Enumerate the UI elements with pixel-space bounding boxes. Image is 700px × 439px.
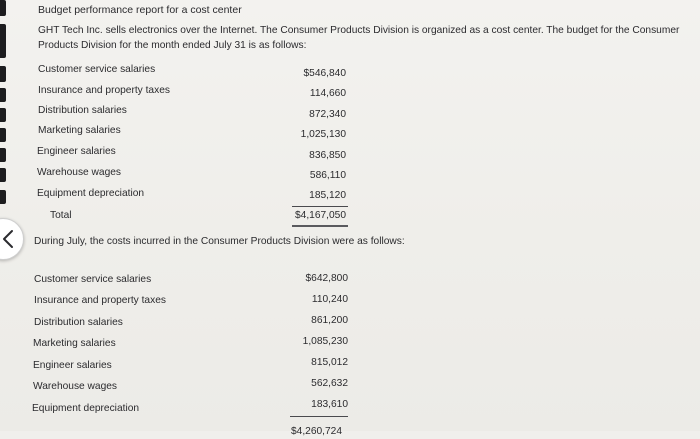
edge-mark: [0, 168, 6, 182]
budget-amount: 1,025,130: [300, 129, 346, 140]
report-title: Budget performance report for a cost center: [38, 4, 242, 16]
budget-amount: 872,340: [309, 109, 346, 120]
actual-label: Equipment depreciation: [32, 403, 140, 414]
budget-label: Engineer salaries: [37, 146, 116, 157]
actual-amount: 110,240: [311, 294, 348, 305]
actual-amount: $642,800: [305, 273, 348, 284]
budget-label: Warehouse wages: [37, 167, 121, 178]
budget-amount: $546,840: [303, 68, 346, 79]
budget-label: Marketing salaries: [38, 125, 121, 136]
actual-total-amount: $4,260,724: [291, 426, 342, 437]
budget-label: Equipment depreciation: [37, 188, 145, 199]
budget-label: Customer service salaries: [38, 64, 156, 75]
back-button[interactable]: [0, 218, 24, 260]
budget-amount: 836,850: [309, 150, 346, 161]
chevron-left-icon: [1, 229, 15, 249]
actual-costs-intro: During July, the costs incurred in the Consumer Products Division were as follows:: [34, 236, 405, 247]
edge-mark: [0, 0, 6, 16]
actual-amount: 183,610: [311, 399, 348, 410]
total-double-rule: [292, 225, 348, 227]
edge-mark: [0, 190, 6, 204]
edge-mark: [0, 88, 6, 102]
left-edge-strip: [0, 0, 14, 431]
actual-amount: 815,012: [311, 357, 348, 368]
actual-label: Insurance and property taxes: [34, 295, 166, 306]
budget-amount: 185,120: [309, 190, 346, 201]
actual-label: Distribution salaries: [34, 317, 123, 328]
budget-label: Distribution salaries: [38, 105, 127, 116]
edge-mark: [0, 148, 6, 162]
edge-mark: [0, 66, 6, 82]
actual-label: Engineer salaries: [33, 360, 112, 371]
budget-amount: 586,110: [309, 170, 346, 181]
actual-label: Warehouse wages: [33, 381, 117, 392]
actual-amount: 861,200: [311, 315, 348, 326]
budget-total-label: Total: [50, 210, 72, 221]
subtotal-rule: [292, 206, 348, 207]
budget-amount: 114,660: [309, 88, 346, 99]
edge-mark: [0, 128, 6, 142]
edge-mark: [0, 24, 6, 58]
intro-paragraph: GHT Tech Inc. sells electronics over the Internet. The Consumer Products Division is organized as a cost center. The budget for the Consumer Products Division for the month ended July 31 is as follows:: [38, 25, 680, 51]
subtotal-rule: [290, 416, 348, 417]
edge-mark: [0, 108, 6, 122]
budget-total-amount: $4,167,050: [295, 210, 346, 221]
actual-label: Marketing salaries: [33, 338, 116, 349]
budget-label: Insurance and property taxes: [38, 85, 170, 96]
actual-amount: 1,085,230: [302, 336, 348, 347]
actual-amount: 562,632: [311, 378, 348, 389]
actual-label: Customer service salaries: [34, 274, 152, 285]
